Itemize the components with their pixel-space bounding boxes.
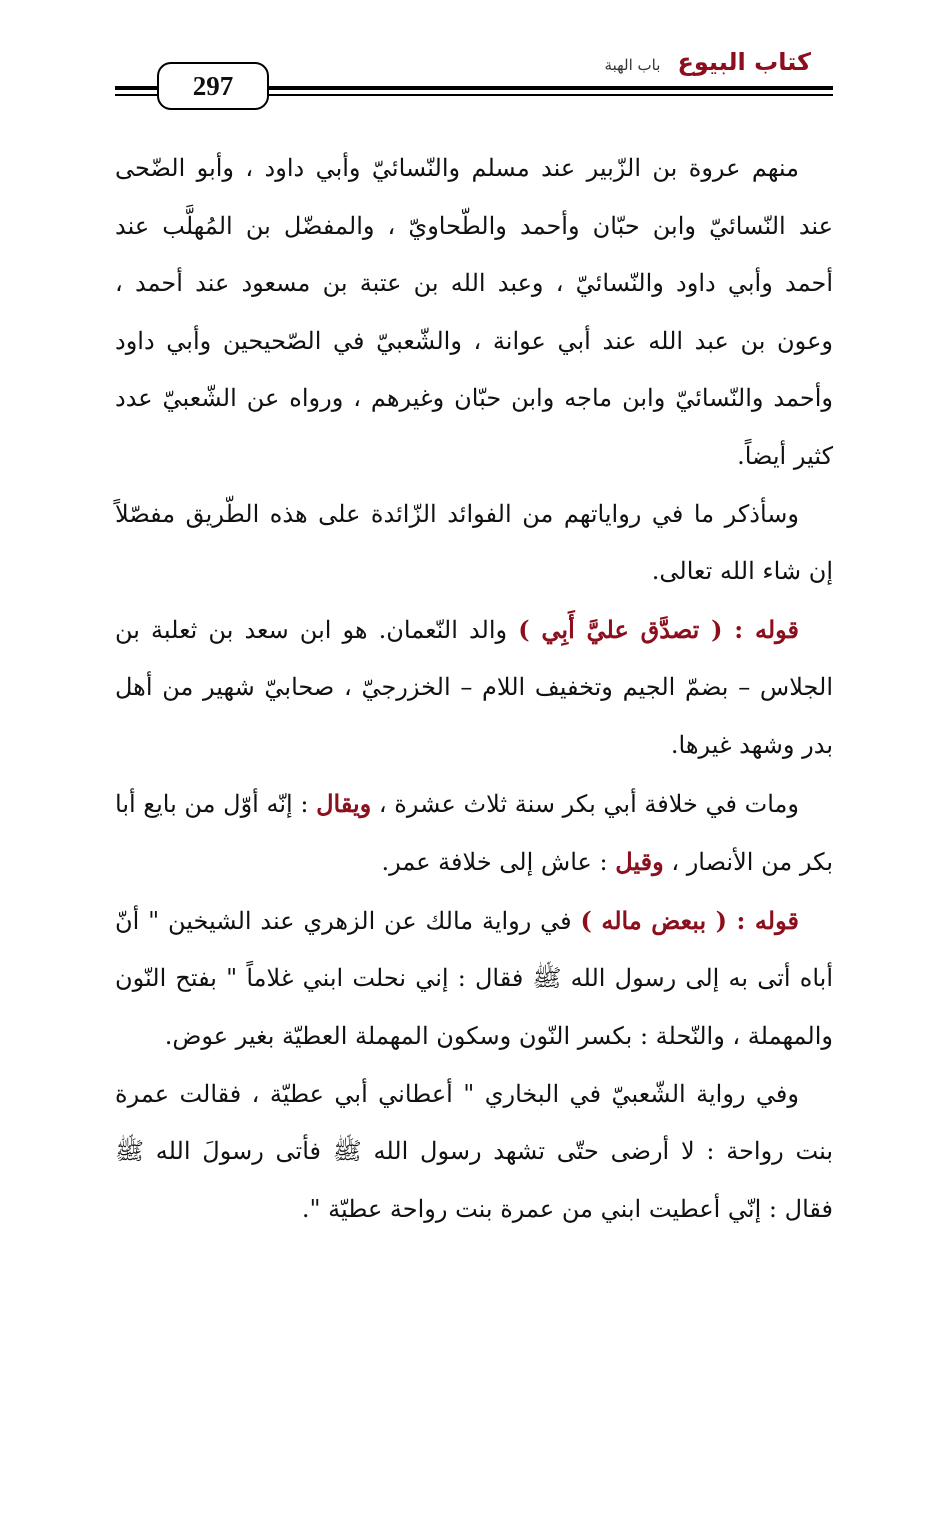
- running-head: [605, 48, 811, 76]
- chapter-title: باب الهبة: [604, 56, 661, 74]
- paragraph-6: [115, 1066, 833, 1239]
- page-number: 297: [157, 62, 269, 110]
- highlight-word: وقيل: [615, 847, 664, 877]
- page-header: [115, 48, 833, 118]
- paragraph-text: في رواية مالك عن الزهري عند الشيخين " أنّ أباه أتى به إلى رسول الله ﷺ فقال : إني نحلت ابني غلاماً " بفتح النّون والمهملة ، والنّحلة : بكسر النّون وسكون المهملة العطيّة بغير عوض.: [115, 906, 834, 1050]
- paragraph-text: منهم عروة بن الزّبير عند مسلم والنّسائيّ وأبي داود ، وأبو الضّحى عند النّسائيّ وابن حبّان وأحمد والطّحاويّ ، والمفضّل بن المُهلَّب عند أحمد وأبي داود والنّسائيّ ، وعبد الله بن عتبة بن مسعود عند أحمد ، وعون بن عبد الله عند أبي عوانة ، والشّعبيّ في الصّحيحين وأبي داود وأحمد والنّسائيّ وابن ماجه وابن حبّان وغيرهم ، ورواه عن الشّعبيّ عدد كثير أيضاً.: [115, 154, 833, 470]
- commentary-lemma: قوله : ( ببعض ماله ): [580, 905, 799, 935]
- paragraph-text: ومات في خلافة أبي بكر سنة ثلاث عشرة ،: [371, 789, 800, 818]
- page-body: [115, 140, 833, 1238]
- paragraph-text: والد النّعمان. هو ابن سعد بن ثعلبة بن الجلاس – بضمّ الجيم وتخفيف اللام – الخزرجيّ ، صحابيّ شهير من أهل بدر وشهد غيرها.: [115, 615, 833, 759]
- paragraph-5: [115, 892, 833, 1066]
- paragraph-3: [115, 601, 833, 775]
- paragraph-text: : عاش إلى خلافة عمر.: [381, 848, 616, 877]
- paragraph-4: [115, 775, 833, 892]
- paragraph-text: : إنّه أوّل من بايع أبا بكر من الأنصار ،: [115, 789, 833, 877]
- highlight-word: ويقال: [316, 788, 372, 818]
- paragraph-text: وفي رواية الشّعبيّ في البخاري " أعطاني أبي عطيّة ، فقالت عمرة بنت رواحة : لا أرضى حتّى تشهد رسول الله ﷺ فأتى رسولَ الله ﷺ فقال : إنّي أعطيت ابني من عمرة بنت رواحة عطيّة ".: [115, 1079, 833, 1223]
- commentary-lemma: قوله : ( تصدَّق عليَّ أَبِي ): [518, 614, 800, 644]
- paragraph-1: [115, 140, 833, 486]
- paragraph-text: وسأذكر ما في رواياتهم من الفوائد الزّائدة على هذه الطّريق مفصّلاً إن شاء الله تعالى.: [115, 499, 833, 586]
- book-title: كتاب البيوع: [677, 48, 811, 76]
- paragraph-2: [115, 486, 833, 601]
